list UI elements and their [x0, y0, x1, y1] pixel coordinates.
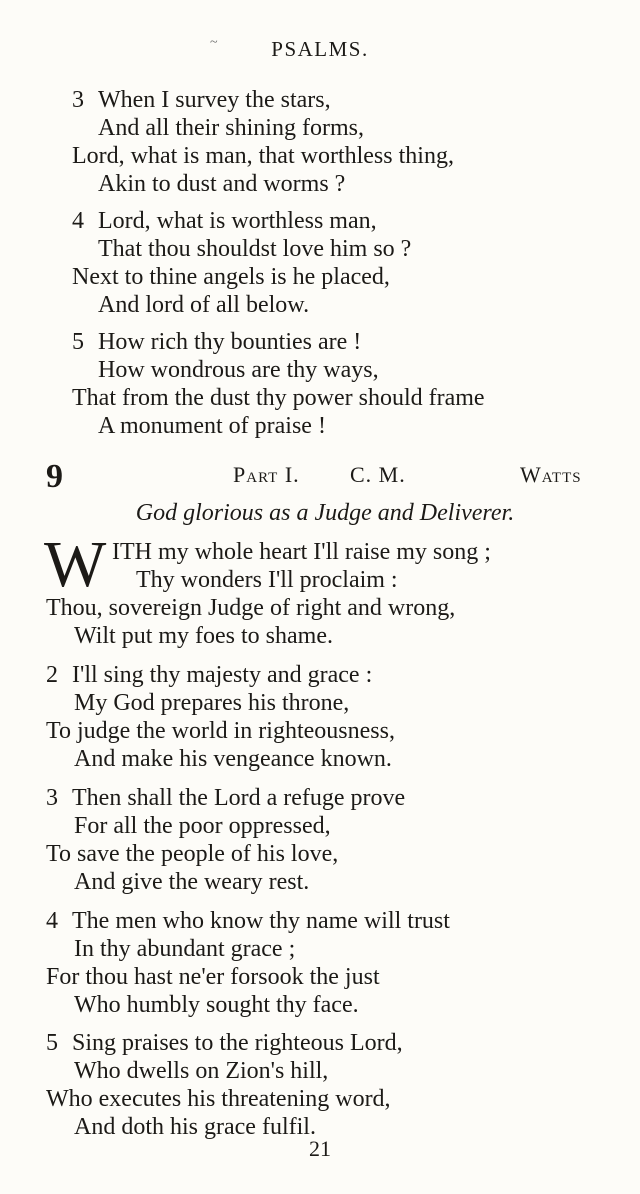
verse-number: 4 [72, 208, 84, 234]
verse-number: 3 [72, 87, 84, 113]
verse-number: 5 [72, 329, 84, 355]
verse-line: 3 When I survey the stars, [72, 87, 331, 113]
hymn-part: Part I. [233, 462, 300, 487]
verse-line: How wondrous are thy ways, [98, 357, 379, 383]
verse-line: To save the people of his love, [46, 841, 339, 867]
verse-line: A monument of praise ! [98, 413, 326, 439]
verse-line: My God prepares his throne, [74, 690, 350, 716]
verse-line: And give the weary rest. [74, 869, 310, 895]
verse-number: 4 [46, 908, 58, 934]
verse-line: 5 How rich thy bounties are ! [72, 329, 362, 355]
hymn-author: Watts [520, 462, 582, 487]
verse-line: ITH my whole heart I'll raise my song ; [112, 539, 491, 565]
verse-line: And doth his grace fulfil. [74, 1114, 316, 1140]
verse-line: Thy wonders I'll proclaim : [136, 567, 398, 593]
hymn-meter: C. M. [350, 462, 406, 487]
verse-line: Thou, sovereign Judge of right and wrong, [46, 595, 456, 621]
drop-cap: W [44, 528, 107, 601]
verse-line: And make his vengeance known. [74, 746, 392, 772]
verse-line: In thy abundant grace ; [74, 936, 296, 962]
verse-line: For thou hast ne'er forsook the just [46, 964, 380, 990]
verse-line: Who humbly sought thy face. [74, 992, 359, 1018]
verse-line: And lord of all below. [98, 292, 310, 318]
verse-line: To judge the world in righteousness, [46, 718, 395, 744]
verse-line: 2 I'll sing thy majesty and grace : [46, 662, 373, 688]
verse-line: And all their shining forms, [98, 115, 364, 141]
verse-line: That thou shouldst love him so ? [98, 236, 412, 262]
verse-line: Wilt put my foes to shame. [74, 623, 333, 649]
running-header [0, 37, 640, 62]
verse-number: 3 [46, 785, 58, 811]
verse-line: Who dwells on Zion's hill, [74, 1058, 329, 1084]
verse-line: Akin to dust and worms ? [98, 171, 346, 197]
verse-line: 4 Lord, what is worthless man, [72, 208, 377, 234]
page-number: 21 [309, 1136, 331, 1161]
page-title: PSALMS. [271, 37, 369, 61]
verse-line: 4 The men who know thy name will trust [46, 908, 450, 934]
verse-line: Lord, what is man, that worthless thing, [72, 143, 454, 169]
hymn-number: 9 [46, 458, 63, 495]
verse-line: That from the dust thy power should frame [72, 385, 485, 411]
verse-number: 2 [46, 662, 58, 688]
verse-line: 5 Sing praises to the righteous Lord, [46, 1030, 403, 1056]
hymn-subtitle: God glorious as a Judge and Deliverer. [135, 500, 515, 526]
verse-number: 5 [46, 1030, 58, 1056]
verse-line: 3 Then shall the Lord a refuge prove [46, 785, 406, 811]
header-ornament: ~ [210, 35, 220, 50]
verse-line: Next to thine angels is he placed, [72, 264, 390, 290]
verse-line: Who executes his threatening word, [46, 1086, 391, 1112]
verse-line: For all the poor oppressed, [74, 813, 331, 839]
